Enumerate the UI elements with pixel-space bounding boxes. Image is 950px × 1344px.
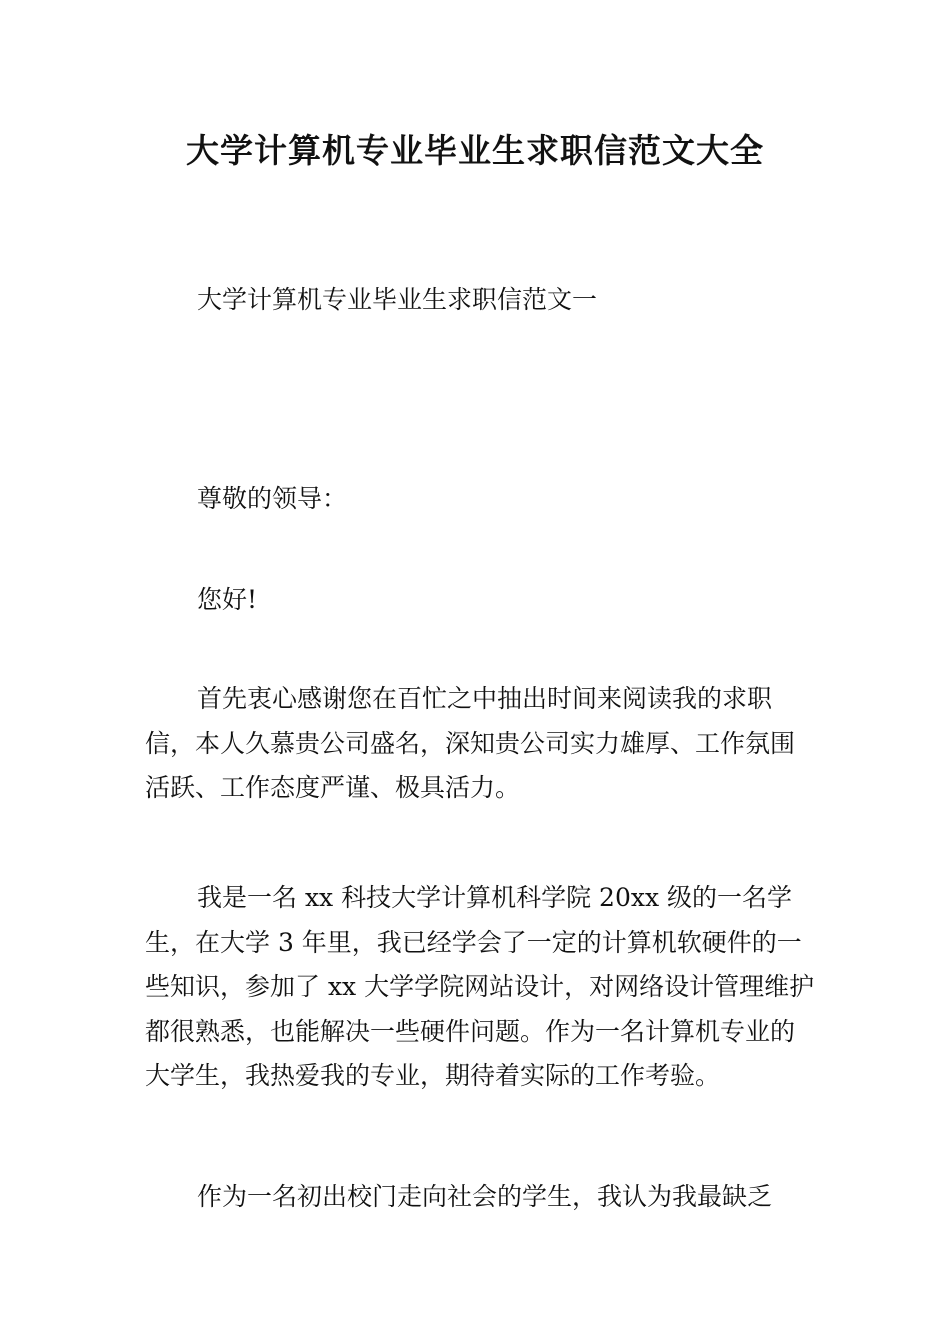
body-paragraph-3: 作为一名初出校门走向社会的学生，我认为我最缺乏 bbox=[197, 1182, 773, 1211]
salutation: 尊敬的领导： bbox=[197, 484, 348, 513]
document-title: 大学计算机专业毕业生求职信范文大全 bbox=[186, 131, 764, 170]
body-paragraph-1: 首先衷心感谢您在百忙之中抽出时间来阅读我的求职信，本人久慕贵公司盛名，深知贵公司实力雄厚、工作氛围活跃、工作态度严谨、极具活力。 bbox=[145, 684, 796, 802]
body-paragraph-2: 我是一名 xx 科技大学计算机科学院 20xx 级的一名学生，在大学 3 年里，我已经学会了一定的计算机软硬件的一些知识，参加了 xx 大学学院网站设计，对网络设计管理维护都很熟悉，也能解决一些硬件问题。作为一名计算机专业的大学生，我热爱我的专业，期待着实际的工作考验。 bbox=[145, 883, 815, 1090]
letter-subtitle: 大学计算机专业毕业生求职信范文一 bbox=[197, 285, 598, 314]
greeting: 您好! bbox=[197, 585, 258, 614]
